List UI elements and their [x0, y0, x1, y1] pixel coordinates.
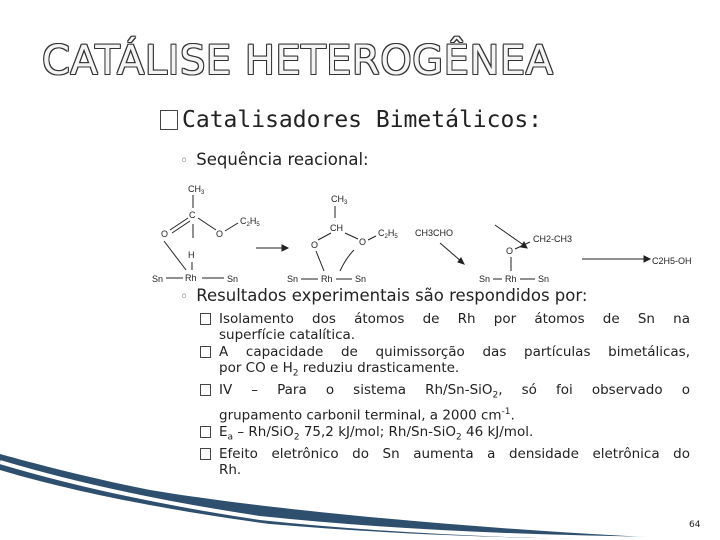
s2-c2h5: $C_2H_5$: [378, 228, 398, 240]
s4-sn-left: Sn: [479, 274, 491, 284]
s1-h: H: [188, 250, 195, 260]
s2-ch: CH: [330, 223, 343, 233]
s1-o-left: O: [161, 229, 169, 239]
s2-sn-left: Sn: [287, 274, 299, 284]
list-item-text: Efeito eletrônico do Sn aumenta a densidade eletrônica do: [219, 445, 690, 462]
decorative-curves: [0, 440, 720, 540]
s2-sn-right: Sn: [355, 274, 367, 284]
list-item-text: por CO e $H_2$ reduziu drasticamente.: [219, 359, 460, 379]
s2-rh: Rh: [321, 274, 333, 284]
scheme-stage-1: [152, 184, 260, 284]
reaction-scheme: [150, 178, 710, 288]
sub-item-sequence: [180, 150, 369, 169]
list-item-text: Rh.: [219, 461, 242, 478]
arrow-final: [582, 256, 692, 266]
page-title: CATÁLISE HETEROGÊNEA: [42, 38, 554, 84]
s2-ch3: $CH_3$: [331, 194, 348, 206]
s2-o-left: O: [311, 240, 319, 250]
s4-sn-right: Sn: [538, 274, 550, 284]
s1-rh: Rh: [185, 273, 197, 283]
s1-ch3: $CH_3$: [188, 184, 205, 196]
checkbox-bullet-icon: [200, 313, 211, 325]
list-item-text: Isolamento dos átomos de Rh por átomos de Sn na: [219, 311, 690, 327]
list-item-text: superfície catalítica.: [219, 327, 356, 344]
list-item: [200, 311, 690, 344]
s4-rh: Rh: [505, 274, 517, 284]
list-item: [200, 344, 690, 382]
s1-o-right: O: [216, 229, 224, 239]
s1-sn-right: Sn: [227, 274, 239, 284]
sub-item-sequence-text: Sequência reacional:: [196, 150, 369, 169]
list-item: [200, 382, 690, 424]
s4-o: O: [506, 246, 514, 256]
arrow-1: [256, 245, 288, 251]
checkbox-bullet-icon: [200, 384, 211, 396]
scheme-stage-2: [287, 194, 398, 284]
list-item-text: $E_a - Rh/SiO_2$ 75,2 kJ/mol; Rh/Sn-SiO$_2$ 46 kJ/mol.: [219, 423, 534, 443]
page-number: 64: [689, 520, 701, 530]
ring-bullet-icon: ◦: [180, 153, 189, 169]
list-item-text: IV – Para o sistema Rh/Sn-SiO$_2$, só foi observado o: [219, 381, 690, 401]
s4-ch2ch3: CH2-CH3: [533, 234, 573, 244]
checkbox-bullet-icon: [200, 346, 211, 358]
s1-sn-left: Sn: [152, 274, 164, 284]
s2-o-right: O: [359, 237, 367, 247]
scheme-stage-3: [415, 225, 527, 264]
bullet-box-icon: [160, 110, 178, 130]
s1-c: C: [189, 210, 196, 220]
heading-bimetallic: [160, 107, 542, 133]
scheme-stage-4: [479, 234, 572, 284]
ring-bullet-icon: ◦: [180, 289, 189, 305]
checkbox-bullet-icon: [200, 426, 211, 438]
s3-acetaldehyde: CH3CHO: [415, 228, 454, 238]
heading-text: Catalisadores Bimetálicos:: [182, 107, 543, 133]
sub-item-results: [180, 286, 587, 305]
sub-item-results-text: Resultados experimentais são respondidos por:: [196, 286, 588, 305]
list-item-text: grupamento carbonil terminal, a 2000 $cm^{-1}$.: [219, 406, 515, 424]
list-item-text: A capacidade de quimissorção das partículas bimetálicas,: [219, 343, 690, 360]
product-ethanol: C2H5-OH: [652, 256, 692, 266]
s1-c2h5: $C_2H_5$: [240, 216, 260, 228]
